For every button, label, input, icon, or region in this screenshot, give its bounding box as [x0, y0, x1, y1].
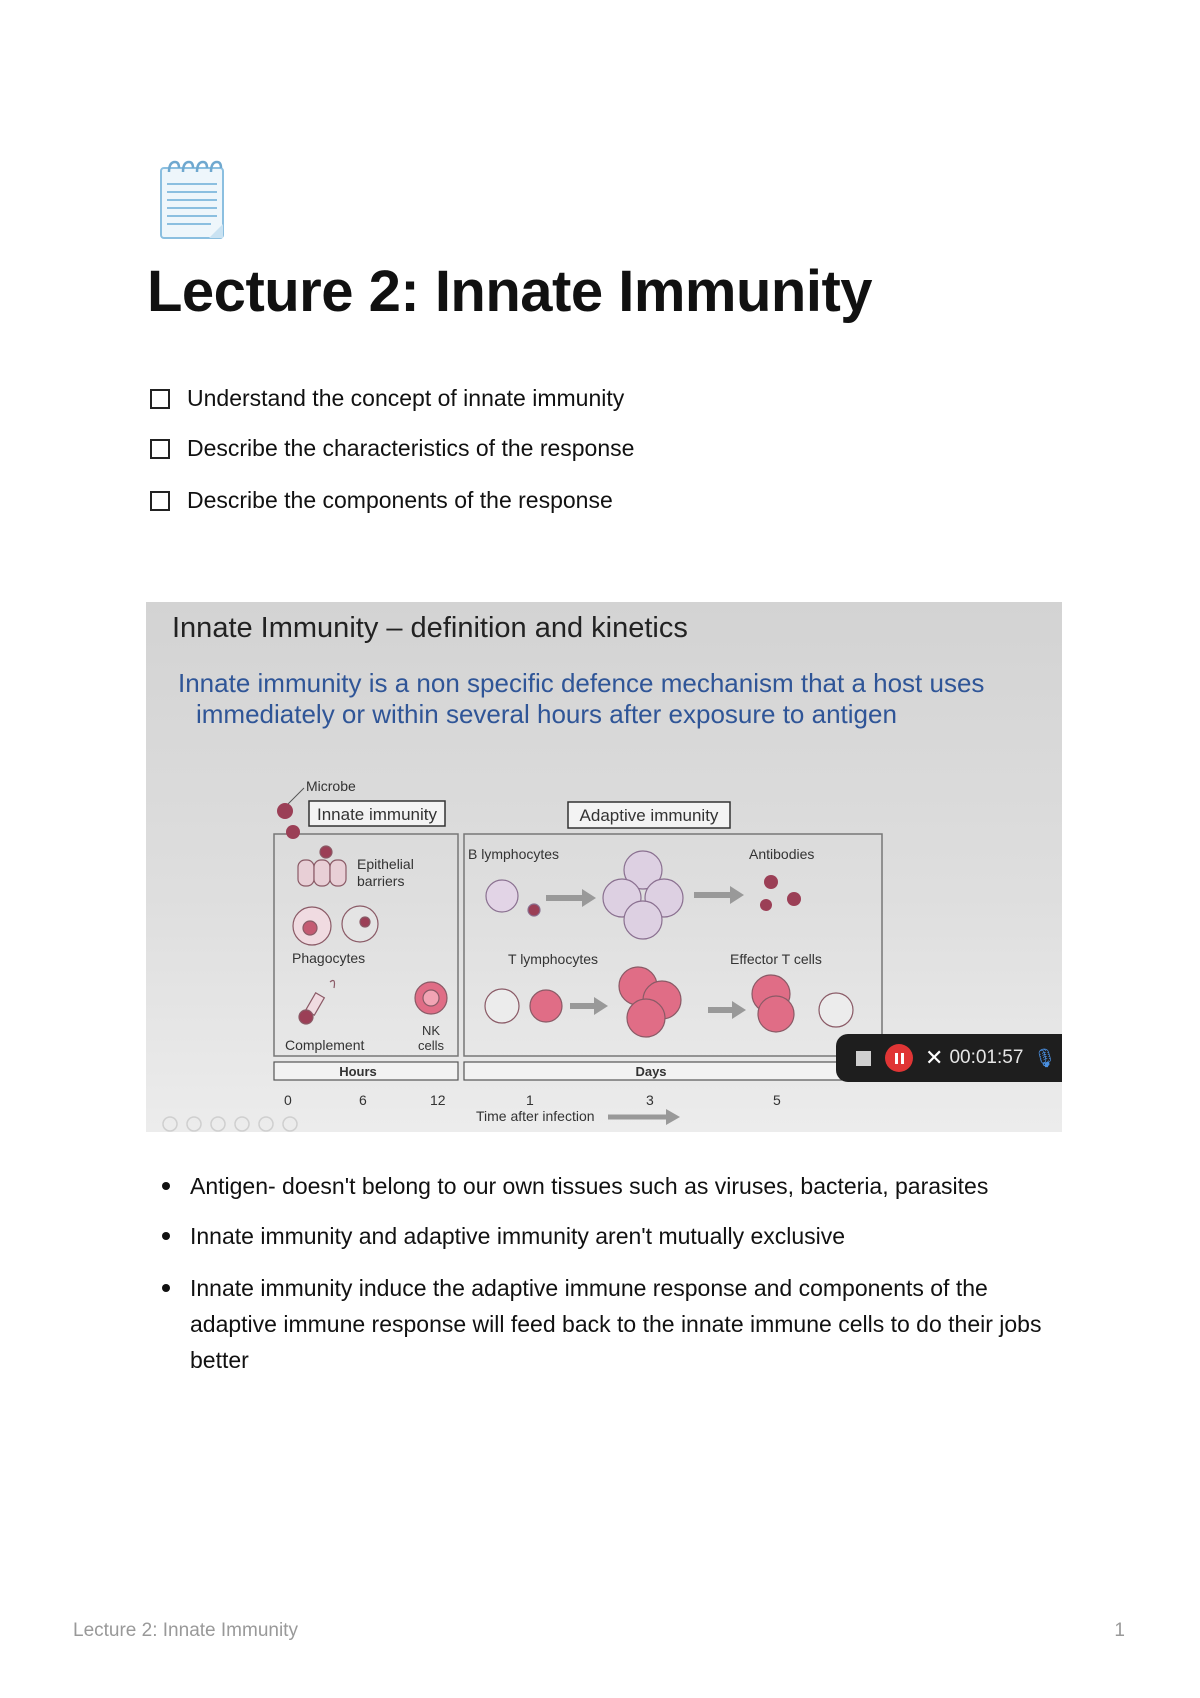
nk-label: NK: [422, 1023, 441, 1038]
bullet-icon: [162, 1284, 170, 1292]
complement-icon: [299, 980, 335, 1024]
list-item: [160, 1218, 1060, 1254]
checkbox[interactable]: [150, 389, 170, 409]
slide-title: Innate Immunity – definition and kinetics: [172, 612, 688, 644]
recording-timer: 00:01:57: [949, 1047, 1024, 1068]
days-bar: [464, 1062, 882, 1080]
adaptive-box-label: Adaptive immunity: [579, 806, 719, 825]
presentation-toolbar-icons: [163, 1117, 297, 1131]
page-title: Lecture 2: Innate Immunity: [147, 259, 873, 324]
epithelial-label: barriers: [357, 873, 405, 889]
t-lymphocytes-label: T lymphocytes: [508, 951, 598, 967]
checkbox[interactable]: [150, 439, 170, 459]
list-item: [160, 1270, 1060, 1378]
tick-label: 0: [284, 1092, 292, 1108]
objective-label: Describe the characteristics of the response: [187, 435, 635, 461]
epithelial-cells-icon: [298, 846, 346, 886]
objective-item[interactable]: [150, 487, 613, 514]
notepad-icon: [157, 158, 227, 240]
b-lymphocyte-icon: [486, 880, 540, 916]
footer-title: Lecture 2: Innate Immunity: [73, 1620, 298, 1641]
adaptive-panel: [464, 834, 882, 1056]
effector-t-label: Effector T cells: [730, 951, 822, 967]
t-cell-clones-icon: [619, 967, 681, 1037]
bullet-text: Innate immunity and adaptive immunity aren't mutually exclusive: [190, 1223, 846, 1249]
bullet-text: Innate immunity induce the adaptive immune response and components of the adaptive immune response will feed back to the innate immune cells to do their jobs better: [190, 1275, 1042, 1373]
close-icon[interactable]: ✕: [925, 1045, 944, 1070]
microbe-label: Microbe: [306, 778, 356, 794]
nk-label: cells: [418, 1038, 445, 1053]
tick-label: 5: [773, 1092, 781, 1108]
objective-label: Understand the concept of innate immunity: [187, 385, 625, 411]
tick-label: 3: [646, 1092, 654, 1108]
slide-image: [146, 602, 1062, 1132]
hours-label: Hours: [339, 1064, 377, 1079]
stop-icon[interactable]: [856, 1051, 871, 1066]
bullet-icon: [162, 1232, 170, 1240]
effector-t-cell-icon: [752, 975, 853, 1032]
screen-recorder-bar: [836, 1034, 1062, 1082]
bullet-icon: [162, 1182, 170, 1190]
tick-label: 1: [526, 1092, 534, 1108]
time-after-infection-label: Time after infection: [476, 1108, 595, 1124]
microphone-icon[interactable]: 🎙: [1033, 1047, 1057, 1068]
phagocytes-label: Phagocytes: [292, 950, 366, 966]
t-lymphocyte-icon: [485, 989, 562, 1023]
list-item: [160, 1168, 1060, 1204]
tick-label: 6: [359, 1092, 367, 1108]
days-label: Days: [635, 1064, 667, 1079]
objective-item[interactable]: [150, 385, 624, 412]
tick-label: 12: [430, 1092, 446, 1108]
slide-definition: Innate immunity is a non specific defence mechanism that a host uses immediately or within several hours after exposure to antigen: [178, 668, 985, 729]
antibodies-label: Antibodies: [749, 846, 815, 862]
innate-box-label: Innate immunity: [317, 805, 437, 824]
objective-item[interactable]: [150, 435, 634, 462]
antibody-icon: [760, 875, 801, 911]
epithelial-label: Epithelial: [357, 856, 414, 872]
phagocyte-icon: [293, 906, 378, 945]
bullet-text: Antigen- doesn't belong to our own tissues such as viruses, bacteria, parasites: [190, 1173, 989, 1199]
checkbox[interactable]: [150, 491, 170, 511]
page-number: 1: [1114, 1620, 1125, 1641]
plasma-cells-icon: [603, 851, 683, 939]
nk-cell-icon: [415, 982, 447, 1014]
complement-label: Complement: [285, 1037, 365, 1053]
objective-label: Describe the components of the response: [187, 487, 613, 513]
pause-button[interactable]: [885, 1044, 913, 1072]
b-lymphocytes-label: B lymphocytes: [468, 846, 560, 862]
